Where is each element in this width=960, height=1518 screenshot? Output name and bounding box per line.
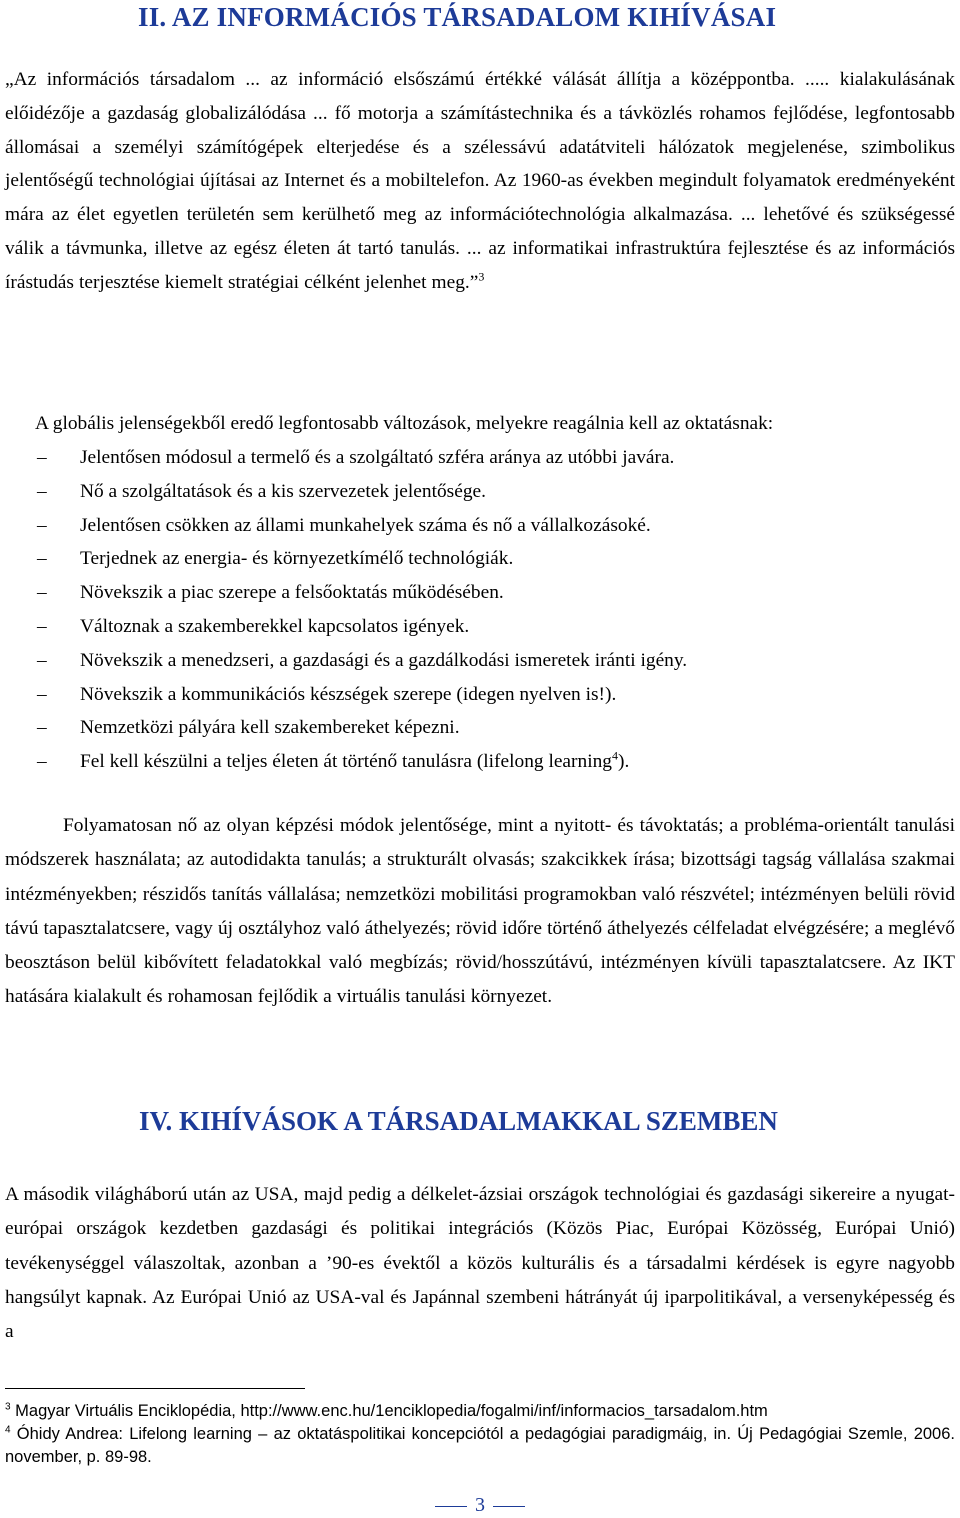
quote-text: „Az információs társadalom ... az információ elsőszámú értékké válását állítja a középpontba. ..... kialakulásának előidézője a gazdaság globalizálódása ... fő motorja a számítástechnika és a távközlés rohamos fejlődése, legfontosabb állomásai a személyi számítógépek elterjedése és a szélessávú adatátviteli hálózatok megjelenése, szimbolikus jelentőségű technológiai újításai az Internet és a mobiltelefon. Az 1960-as években megindult folyamatok eredményeként mára az élet egyetlen területén sem kerülhető meg az információtechnológia alkalmazása. ... lehetővé és szükségessé válik a távmunka, illetve az egész életen át tartó tanulás. ... az informatikai infrastruktúra fejlesztése és az információs írástudás terjesztése kiemelt stratégiai célként jelenhet meg.” <box>5 69 955 293</box>
footnote-4 <box>5 1423 955 1469</box>
changes-intro: A globális jelenségekből eredő legfontosabb változások, melyekre reagálnia kell az oktatásnak: <box>35 413 774 434</box>
list-item <box>0 509 960 543</box>
dash-bullet: – <box>37 514 47 536</box>
list-item <box>0 610 960 644</box>
list-item <box>0 644 960 678</box>
dash-bullet: – <box>37 683 47 705</box>
list-item-text: Növekszik a kommunikációs készségek szerepe (idegen nyelven is!). <box>80 683 617 705</box>
changes-list <box>0 441 960 779</box>
footnote-text: Óhidy Andrea: Lifelong learning – az oktatáspolitikai koncepciótól a pedagógiai paradigmáig, in. Új Pedagógiai Szemle, 2006. november, p. 89-98. <box>5 1425 955 1466</box>
list-item <box>0 711 960 745</box>
learning-modes-paragraph: Folyamatosan nő az olyan képzési módok jelentősége, mint a nyitott- és távoktatás; a probléma-orientált tanulási módszerek használata; az autodidakta tanulás; a strukturált olvasás; szakcikkek írása; bizottsági tagság vállalása szakmai intézményekben; részidős tanítás vállalása; nemzetközi mobilitási programokban való részvétel; intézményen belüli rövid távú tapasztalatcsere, vagy új osztályhoz való áthelyezés; rövid időre történő áthelyezés célfeladat elvégzésére; a meglévő beosztáson belül kibővített feladatokkal való megbízás; rövid/hosszútávú, intézményen kívüli tapasztalatcsere. Az IKT hatására kialakult és rohamosan fejlődik a virtuális tanulási környezet. <box>5 815 955 1008</box>
dash-bullet: – <box>37 751 47 773</box>
list-item-text: Növekszik a piac szerepe a felsőoktatás működésében. <box>80 582 504 604</box>
list-item <box>0 441 960 475</box>
footnote-text: Magyar Virtuális Enciklopédia, http://www.enc.hu/1enciklopedia/fogalmi/inf/informacios_tarsadalom.htm <box>10 1402 768 1420</box>
dash-bullet: – <box>37 717 47 739</box>
list-item-text <box>80 745 629 779</box>
integration-paragraph: A második világháború után az USA, majd pedig a délkelet-ázsiai országok technológiai és gazdasági sikereire a nyugat-európai országok kezdetben gazdasági és politikai integrációs (Közös Piac, Európai Közösség, Európai Unió) tevékenységgel válaszoltak, azonban a ’90-es évektől a közös kulturális és a társadalmi kérdések is egyre nagyobb hangsúlyt kapnak. Az Európai Unió az USA-val és Japánnal szembeni hátrányát új iparpolitikával, a versenyképesség és a <box>5 1184 955 1343</box>
footnote-number: 3 <box>5 1401 11 1413</box>
dash-bullet: – <box>37 447 47 468</box>
section-title: II. AZ INFORMÁCIÓS TÁRSADALOM KIHÍVÁSAI <box>138 2 777 32</box>
dash-bullet: – <box>37 615 47 637</box>
list-item-text: Növekszik a menedzseri, a gazdasági és a gazdálkodási ismeretek iránti igény. <box>80 649 688 671</box>
footnote-ref-3[interactable]: 3 <box>478 269 485 284</box>
list-item-text: Változnak a szakemberekkel kapcsolatos igények. <box>80 615 470 637</box>
list-item-text: Jelentősen módosul a termelő és a szolgáltató szféra aránya az utóbbi javára. <box>80 447 675 468</box>
list-item-text: Nemzetközi pályára kell szakembereket képezni. <box>80 717 460 739</box>
list-item-text-part: ). <box>617 751 630 773</box>
footnote-number: 4 <box>5 1424 11 1436</box>
dash-bullet: – <box>37 649 47 671</box>
dash-bullet: – <box>37 582 47 604</box>
footnote-3 <box>5 1400 955 1423</box>
list-item <box>0 745 960 779</box>
page-number-rule-right <box>493 1506 525 1507</box>
list-item <box>0 542 960 576</box>
quote-paragraph <box>5 63 955 300</box>
footnote-ref-4[interactable]: 4 <box>611 748 618 763</box>
dash-bullet: – <box>37 480 47 502</box>
list-item <box>0 678 960 712</box>
page-number-footer <box>0 1494 960 1517</box>
list-item <box>0 576 960 610</box>
list-item-text: Nő a szolgáltatások és a kis szervezetek jelentősége. <box>80 480 486 502</box>
footnotes <box>5 1400 955 1469</box>
list-item-text: Jelentősen csökken az állami munkahelyek száma és nő a vállalkozásoké. <box>80 514 651 536</box>
page-number-rule-left <box>435 1506 467 1507</box>
section2-title: IV. KIHÍVÁSOK A TÁRSADALMAKKAL SZEMBEN <box>139 1106 778 1136</box>
list-item-text: Terjednek az energia- és környezetkímélő technológiák. <box>80 548 514 570</box>
dash-bullet: – <box>37 548 47 570</box>
list-item <box>0 475 960 509</box>
footnote-separator <box>5 1388 305 1389</box>
page-number: 3 <box>475 1494 485 1516</box>
list-item-text-part: Fel kell készülni a teljes életen át történő tanulásra (lifelong learning <box>80 751 612 773</box>
